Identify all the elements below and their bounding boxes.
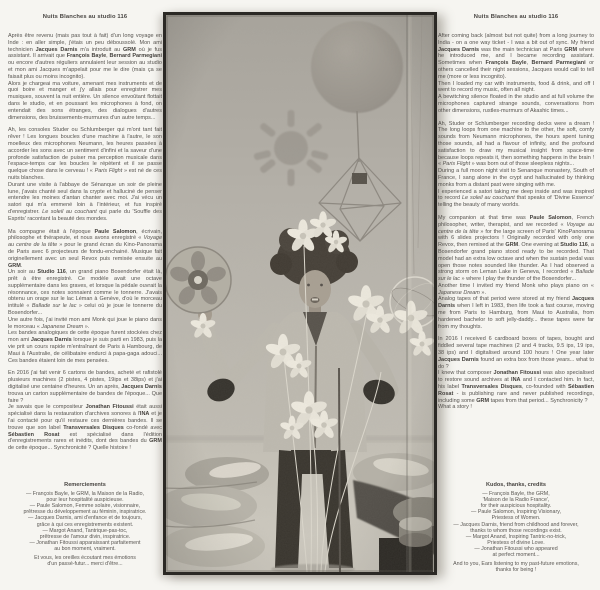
page-title-french: Nuits Blanches au studio 116 xyxy=(42,14,128,20)
credits-list-english xyxy=(438,491,594,558)
credit-line: — François Bayle, the GRM, 'Maison de la Radio France', for their auspicious hospitality. xyxy=(480,491,552,510)
paragraph: Ah, Studer or Schlumberger recording decks were a dream ! The long loops from one machine to the other, the soft, comfy sounds from Neumann microphones, the hours spent tuning those sounds, all had a flavour of infinity, and the profound satisfaction to draw my musical insight from space-time because loops repeats it, then something happens in the brain ! « Paris Flight » was born out of those sleepless nights... xyxy=(438,120,594,168)
paragraph: After coming back (almost but not quite) from a long journey to India - on a one way ticket - I was a bit out of sync. My friend Jacques Darnis was the main technician at Paris GRM where he introduced me, and I became recording assistant. Sometimes when François Bayle, Bernard Parmegiani or others cancelled their night sessions, Jacques would call to tell me (more or less incognito). xyxy=(438,33,594,80)
center-photograph xyxy=(163,12,437,575)
french-column xyxy=(8,0,162,578)
paragraph: My companion at that time was Paule Salomon, French philosopher, writer, therapist, and we recorded « Voyage au centre de la tête » for the large screen of Paris' KinoPanorama with 6 slides projectors ! Originally recorded with only one Revox, then remixed at the GRM. One evening at Studio 116, a Bosendorfer grand piano stood ready to be recorded. That model had an extra low octave and when the sustain pedal was open those notes sounded like thunder. As I had observed a strong storm on Leman Lake in Geneva, I recorded « Ballade sur le lac » where I play the thunder of the Bosendorfer... xyxy=(438,214,594,283)
credit-line: — Margot Anand, Tantrique-pas-toc, prêtresse de l'amour divin, inspiratrice. xyxy=(39,527,131,540)
credit-line: — Jonathan Fitoussi who appeared at perfect moment... xyxy=(474,545,558,559)
paragraph: Durant une visite à l'abbaye de Sénanque un soir de pleine lune, j'avais chanté seul dans la crypte et halluciné de penser entendre les moines d'antan chanter avec moi. J'ai vécu un satori qui m'a emmené loin à l'intérieur, et fus inspiré d'enregistrer. Le soleil au couchant qui parle du 'Souffle des Esprits' racontant la beauté des mondes. xyxy=(8,181,162,222)
paragraph: Ah, les consoles Studer ou Schlumberger qui m'ont tant fait rêver ! Les longues boucles d'une machine à l'autre, le son moelleux des microphones Neumann, les heures passées à accorder les sons avec un sentiment d'infini et la saveur d'une profonde satisfaction de puiser ma perception musicale dans l'espace-temps car les boucles le répètent et il se passe quelque chose dans le cerveau ! « Paris Flight » est né de ces nuits blanches. xyxy=(8,127,162,181)
paragraph: Après être revenu (mais pas tout à fait) d'un long voyage en Inde : en aller simple, j'étais un peu déboussolé. Mon ami technicien Jacques Darnis m'a introduit au GRM où je fus assistant. Il arrivait que François Bayle, Bernard Parmegiani ou encore d'autres réguliers annulaient leur session au studio et mon ami Jacques m'appelait pour me le dire (mais ça se faisait plus ou moins incognito). xyxy=(8,33,162,80)
english-text xyxy=(438,33,594,411)
photo-image xyxy=(163,12,437,575)
paragraph: What a story ! xyxy=(438,404,472,411)
paragraph: Another time I invited my friend Monk who plays piano on « Japanese Dream ». xyxy=(438,282,594,296)
paragraph: Then I loaded my car with instruments, food & drink, and off I went to record my music, often all night. xyxy=(438,80,594,94)
page-title-english: Nuits Blanches au studio 116 xyxy=(473,14,559,20)
credits-title-french: Remerciements xyxy=(64,482,106,488)
french-text xyxy=(8,33,162,452)
paragraph: A bewitching silence floated in the studio and at full volume the microphones captured strange sounds, conversations from other dimensions, rustles-murmurs of Akashic times... xyxy=(438,94,594,114)
paragraph: Je savais que le compositeur Jonathan Fitoussi était aussi spécialisé dans la restauration d'archives sonores à l'INA et je l'ai contacté pour qu'il restaure ces dernières bandes. Il se trouve que son label Transversales Disques co-fondé avec Sébastien Rosat est spécialisé dans l'édition d'enregistrements rares et inédits, dont des bandes du GRM de cette époque... Synchronicité ? Quelle histoire ! xyxy=(8,404,162,452)
paragraph: In 2016 I received 6 cardboard boxes of tapes, bought and fiddled several tape machines (2 and 4 tracks, 9.5 ips, 19 ips, 38 ips) and I digitalised around 100 hours ! One year later Jacques Darnis found an extra box from those years... what to do ? xyxy=(438,336,594,370)
paragraph: Analog tapes of that period were stored at my friend Jacques Darnis when I left in 1983, then life took a fast course, moving me from Paris to Hamburg, from Maui to Australia, from hardened bachelor to soft jelly-daddy... these tapes were far from my thoughts. xyxy=(438,296,594,330)
paragraph: Alors je chargeai ma voiture, amenant mes instruments et de quoi boire et manger et j'y allais pour enregistrer mes musiques, souvent la nuit entière. Un silence envoûtant flottait dans le studio, et en poussant les microphones à fond, on entendait des sons étranges, des dialogues d'autres dimensions, des bruissements-murmures d'un autre temps... xyxy=(8,80,162,121)
credit-line: — François Bayle, le GRM, la Maison de la Radio, pour leur hospitalité auspicieuse. xyxy=(25,491,145,504)
credits-footer-french xyxy=(8,555,162,567)
credits-list-french xyxy=(8,491,162,552)
english-column xyxy=(438,0,594,578)
paragraph: Une autre fois, j'ai invité mon ami Monk qui joue le piano dans le morceau « Japanese Dream ». xyxy=(8,316,162,330)
paragraph: During a full moon night visit to Senanque monastery, South of France, I sang alone in the crypt and hallucinated by thinking monks from a distant past were singing with me. xyxy=(438,168,594,188)
paragraph: I knew that composer Jonathan Fitoussi was also specialised to restore sound archives at INA and I contacted him. In fact, his label Transversales Disques, co-founded with Sébastien Rosat - is publishing rare and never published recordings, including some GRM tapes from that period... Synchronicity ? xyxy=(438,370,594,404)
paragraph: I experienced a satori taking me deep inside and was inspired to record Le soleil au couchant that speaks of 'Divine Essence' telling the beauty of many worlds. xyxy=(438,188,595,209)
credit-line: — Jacques Darnis, ami d'enfance et de toujours, grâce à qui ces enregistrements existent. xyxy=(27,515,143,528)
paragraph: Les bandes analogiques de cette époque furent stockées chez mon ami Jacques Darnis lorsque je suis parti en 1983, puis la vie prit un cours rapide m'entraînant de Paris à Hambourg, de Maui à l'Australie, de célibataire endurci à papa-gaga adouci... Ces bandes étaient loin de mes pensées. xyxy=(8,330,162,364)
credit-line: — Jonathan Fitoussi apparaissant parfaitement au bon moment, vraiment. xyxy=(29,539,141,552)
credits-footer-english xyxy=(438,561,594,573)
credits-title-english: Kudos, thanks, credits xyxy=(486,482,546,488)
paragraph: Un soir au Studio 116, un grand piano Bosendorfer était là, prêt à être enregistré. Ce modèle avait une octave supplémentaire dans les graves, et lorsque la pédale ouvrait la résonnance, ces notes sonnaient comme le tonnerre. J'avais obtenu un orage sur le lac Léman à Genève, d'où le morceau intitulé « Ballade sur le lac » celui où je joue le tonnerre du Bosendorfer... xyxy=(8,269,163,317)
paragraph: Ma compagne était à l'époque Paule Salomon, écrivain, philosophe et thérapeute, et nous avons enregistré « Voyage au centre de la tête » pour le grand écran du Kino-Panorama de Paris avec 6 projecteurs de fondu-enchainé. Musique fait originellement avec un seul Revox puis remixée ensuite au GRM. xyxy=(8,228,163,269)
credit-line: Et vous, les oreilles écoutant mes émotions d'un passé-futur... merci d'être... xyxy=(34,555,136,568)
credit-line: — Jacques Darnis, friend from childhood and forever, thanks to whom those recordings exist. xyxy=(453,521,579,534)
paragraph: En 2016 j'ai fait venir 6 cartons de bandes, acheté et rafistolé plusieurs machines (2 pistes, 4 pistes, 19ips et 38ips) et j'ai digitalisé une centaine d'heures. Un an après, Jacques Darnis trouva un carton supplémentaire de bandes de l'époque... Que faire ? xyxy=(8,370,162,404)
credit-line: — Margot Anand, Inspiring Tantric-no-trick, Priestess of divine Love. xyxy=(465,533,567,546)
credits-english xyxy=(438,482,594,573)
credit-line: — Paule Salomon, Femme solaire, visionnaire, prêtresse du développement au féminin, inspiratrice. xyxy=(23,503,147,516)
credit-line: — Paule Salomon, Inspiring Visionary, Priestess of Women. xyxy=(471,509,561,522)
credits-french xyxy=(8,482,162,567)
credit-line: And to you, Ears listening to my past-future emotions, thanks for being ! xyxy=(453,561,579,574)
